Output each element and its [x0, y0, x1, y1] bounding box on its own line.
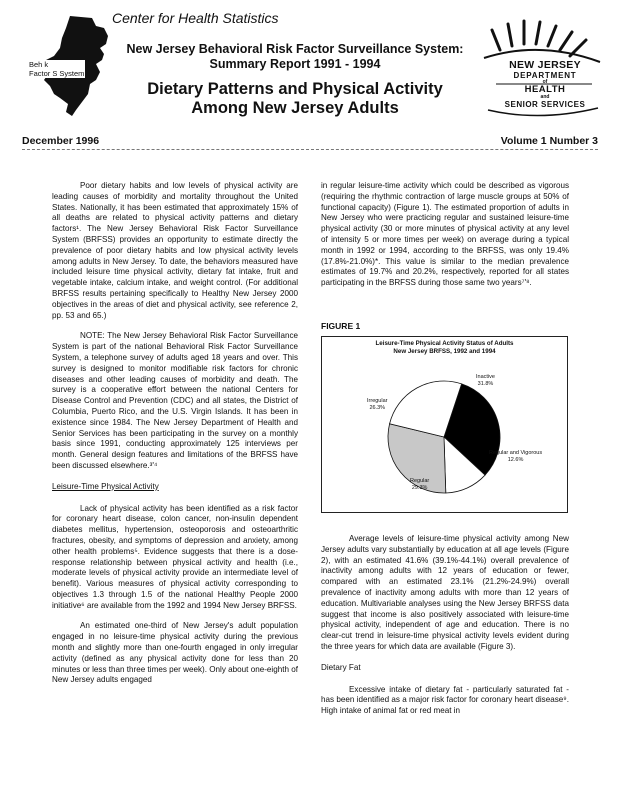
issue-volume: Volume 1 Number 3 [500, 135, 598, 147]
main-title-line1: Dietary Patterns and Physical Activity [147, 80, 443, 98]
left-column [52, 181, 298, 696]
figure-label: FIGURE 1 [321, 321, 361, 331]
right-column-bottom [321, 534, 569, 727]
leisure-heading [52, 482, 298, 493]
right-column-top [321, 181, 569, 299]
map-label [28, 60, 85, 78]
main-title [130, 80, 460, 118]
dietary-fat-heading: Dietary Fat [321, 662, 361, 672]
pie-label-regular-value: 29.3% [411, 484, 428, 491]
leisure-paragraph-2: An estimated one-third of New Jersey's adult population engaged in no leisure-time physical activity during the previous month and slightly more than one-fourth engaged in only irregular activity (defined as any physical activity done for less than 20 minutes or less than three times per week). Only about one-eighth of New Jersey adults engaged [52, 621, 298, 685]
center-title: Center for Health Statistics [112, 10, 279, 26]
map-label-line1: Beh k [28, 60, 85, 69]
pie-label-regular-vigorous [489, 450, 542, 463]
pie-label-inactive [476, 374, 495, 387]
dietary-fat-paragraph: Excessive intake of dietary fat - particularly saturated fat - has been identified as a major risk factor for coronary heart disease⁹. High intake of animal fat or red meat in [321, 684, 569, 716]
pie-label-regular-vigorous-name: Regular and Vigorous [489, 450, 543, 456]
pie-label-irregular-name: Irregular [367, 398, 388, 404]
vigorous-paragraph: in regular leisure-time activity which could be described as vigorous (requiring the rhythmic contraction of large muscle groups at 50% of functional capacity) (Figure 1). The estimated proportion of adults in New Jersey who were practicing regular and sustained leisure-time physical activity (30 or more minutes of physical activity at any level of intensity 5 or more times per week) on average during a typical month in 1992 or 1994, according to the BRFSS, was only 19.4% (17.8%-21.0%)*. This value is similar to the median prevalence estimates of 19.7% and 20.2%, respectively, reported for all states participating in the BRFSS during those same two years⁷'⁸. [321, 181, 569, 288]
map-label-line2: Factor S System [29, 69, 85, 78]
pie-label-inactive-name: Inactive [476, 374, 495, 380]
logo-line4: HEALTH [524, 84, 566, 95]
survey-title-line2: Summary Report 1991 - 1994 [209, 57, 381, 71]
intro-paragraph: Poor dietary habits and low levels of physical activity are leading causes of morbidity and mortality throughout the United States. Nationally, it has been estimated that approximately 15% of all deaths are related to physical activity patterns and dietary factors¹. The New Jersey Behavioral Risk Factor Surveillance System (BRFSS) provides an opportunity to estimate directly the prevalence of poor dietary habits and low physical activity levels among adults in New Jersey. To date, the behaviors measured have included leisure time physical activity, dietary fat intake, fruit and vegetable intake, calcium intake, and weight control. (For additional BRFSS results pertaining specifically to Healthy New Jersey 2000 objectives in the areas of diet and physical activity, see reference 2, pp. 53 and 65.) [52, 181, 298, 320]
department-logo-text [480, 60, 610, 109]
education-paragraph: Average levels of leisure-time physical activity among New Jersey adults vary substantially by education at all age levels (Figure 2), with an estimated 41.6% (39.1%-44.1%) overall prevalence of inactivity among adults with 12 years of education or fewer, compared with an estimated 23.1% (21.2%-24.9%) overall prevalence of inactivity among adults with more than 12 years of education. Multivariable analyses using the New Jersey BRFSS data suggest that income is also positively associated with leisure-time physical activity, independent of age and education. There is no clear-cut trend in leisure-time physical activity levels evident during the three years for which data are available (Figure 3). [321, 534, 569, 651]
leisure-paragraph-1: Lack of physical activity has been identified as a risk factor for coronary heart disease, colon cancer, non-insulin dependent diabetes mellitus, hypertension, osteoporosis and osteoarthritic fractures, obesity, and symptoms of depression and anxiety, among other health problems⁵. Evidence suggests that there is a dose-response relationship between physical activity and health (i.e., moderate levels of physical activity provide an intermediate level of benefit). Various measures of physical activity corresponding to objectives 1.3 through 1.5 of the national Healthy People 2000 initiative⁶ are available from the 1992 and 1994 New Jersey BRFSS. [52, 503, 298, 610]
pie-label-inactive-value: 31.8% [477, 380, 494, 387]
pie-label-regular-name: Regular [410, 478, 430, 484]
logo-line5: and [540, 94, 550, 100]
leisure-heading-text: Leisure-Time Physical Activity [52, 481, 159, 491]
survey-title [120, 42, 470, 72]
pie-label-irregular [367, 398, 387, 411]
logo-line1: NEW JERSEY [509, 59, 581, 71]
issue-date: December 1996 [22, 135, 100, 147]
logo-line3: of [542, 79, 548, 85]
figure-title-line1: Leisure-Time Physical Activity Status of Adults [375, 340, 514, 347]
figure-title-line2: New Jersey BRFSS, 1992 and 1994 [393, 348, 496, 355]
pie-label-irregular-value: 26.3% [369, 404, 386, 411]
logo-line6: SENIOR SERVICES [504, 100, 586, 109]
header-divider [22, 149, 598, 150]
pie-label-regular [410, 478, 429, 491]
survey-title-line1: New Jersey Behavioral Risk Factor Surveillance System: [126, 42, 464, 56]
pie-label-regular-vigorous-value: 12.6% [507, 456, 524, 463]
note-paragraph: NOTE: The New Jersey Behavioral Risk Factor Surveillance System is part of the national Behavioral Risk Factor Surveillance System, a telephone survey of adults aged 18 years and over. This survey is designed to monitor modifiable risk factors for chronic diseases and other leading causes of morbidity and death. The survey is a cooperative effort between the national Centers for Disease Control and Prevention (CDC) and all states, the District of Columbia, Puerto Rico, and the U.S. Virgin Islands. It has been in existence since 1984. The New Jersey Department of Health and Senior Services has been participating in the survey on a monthly basis since 1991, conducting approximately 125 interviews per month. General design features and limitations of the BRFSS have been discussed elsewhere.³'⁴ [52, 331, 298, 470]
main-title-line2: Among New Jersey Adults [191, 99, 399, 117]
logo-line2: DEPARTMENT [513, 71, 577, 80]
activity-pie-chart [321, 336, 568, 513]
